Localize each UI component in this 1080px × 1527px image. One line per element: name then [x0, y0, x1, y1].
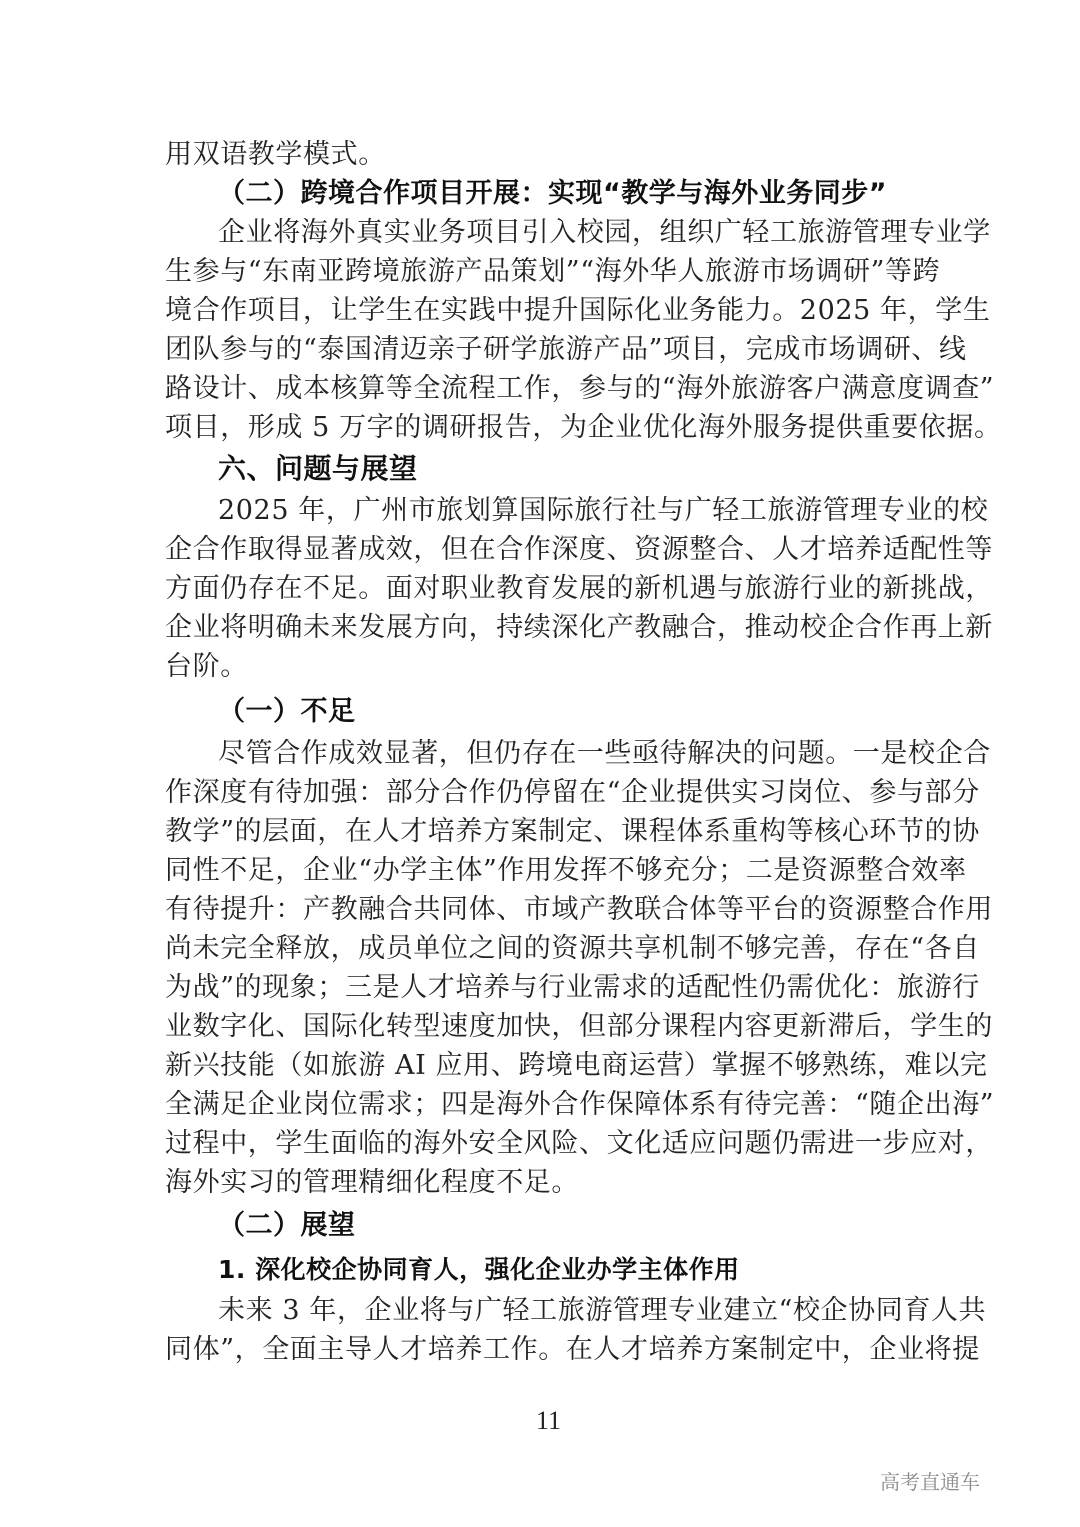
paragraph-line: 2025 年，广州市旅划算国际旅行社与广轻工旅游管理专业的校	[218, 495, 989, 526]
chapter-heading-problems-outlook: 六、问题与展望	[218, 452, 418, 485]
paragraph-line: 全满足企业岗位需求；四是海外合作保障体系有待完善：“随企出海”	[165, 1089, 995, 1120]
paragraph-line: 新兴技能（如旅游 AI 应用、跨境电商运营）掌握不够熟练，难以完	[165, 1050, 988, 1081]
paragraph-line: 未来 3 年，企业将与广轻工旅游管理专业建立“校企协同育人共	[218, 1295, 987, 1326]
paragraph-line: 为战”的现象；三是人才培养与行业需求的适配性仍需优化：旅游行	[165, 972, 980, 1003]
paragraph-line: 生参与“东南亚跨境旅游产品策划”“海外华人旅游市场调研”等跨	[165, 256, 941, 287]
paragraph-line: 企业将海外真实业务项目引入校园，组织广轻工旅游管理专业学	[218, 217, 991, 248]
watermark-logo: 高考直通车	[880, 1470, 980, 1494]
paragraph-line: 尚未完全释放，成员单位之间的资源共享机制不够完善，存在“各自	[165, 933, 980, 964]
paragraph-line: 同体”，全面主导人才培养工作。在人才培养方案制定中，企业将提	[165, 1334, 980, 1365]
paragraph-line: 境合作项目，让学生在实践中提升国际化业务能力。2025 年，学生	[165, 295, 991, 326]
section-heading-cross-border-projects: （二）跨境合作项目开展：实现“教学与海外业务同步”	[218, 178, 887, 209]
paragraph-line: 尽管合作成效显著，但仍存在一些亟待解决的问题。一是校企合	[218, 738, 991, 769]
paragraph-line: 团队参与的“泰国清迈亲子研学旅游产品”项目，完成市场调研、线	[165, 334, 967, 365]
paragraph-line: 用双语教学模式。	[165, 139, 386, 170]
paragraph-line: 有待提升：产教融合共同体、市域产教联合体等平台的资源整合作用	[165, 894, 993, 925]
paragraph-line: 台阶。	[165, 651, 248, 682]
paragraph-line: 业数字化、国际化转型速度加快，但部分课程内容更新滞后，学生的	[165, 1011, 993, 1042]
page-number: 11	[536, 1406, 562, 1435]
paragraph-line: 海外实习的管理精细化程度不足。	[165, 1167, 579, 1198]
section-heading-outlook: （二）展望	[218, 1210, 356, 1241]
paragraph-line: 作深度有待加强：部分合作仍停留在“企业提供实习岗位、参与部分	[165, 777, 980, 808]
subsection-heading-collaborative-education: 1. 深化校企协同育人，强化企业办学主体作用	[218, 1255, 740, 1284]
paragraph-line: 企合作取得显著成效，但在合作深度、资源整合、人才培养适配性等	[165, 534, 993, 565]
paragraph-line: 企业将明确未来发展方向，持续深化产教融合，推动校企合作再上新	[165, 612, 993, 643]
paragraph-line: 教学”的层面，在人才培养方案制定、课程体系重构等核心环节的协	[165, 816, 980, 847]
paragraph-line: 过程中，学生面临的海外安全风险、文化适应问题仍需进一步应对，	[165, 1128, 993, 1159]
paragraph-line: 项目，形成 5 万字的调研报告，为企业优化海外服务提供重要依据。	[165, 412, 1002, 443]
paragraph-line: 路设计、成本核算等全流程工作，参与的“海外旅游客户满意度调查”	[165, 373, 995, 404]
paragraph-line: 方面仍存在不足。面对职业教育发展的新机遇与旅游行业的新挑战，	[165, 573, 993, 604]
paragraph-line: 同性不足，企业“办学主体”作用发挥不够充分；二是资源整合效率	[165, 855, 967, 886]
section-heading-shortcomings: （一）不足	[218, 696, 356, 727]
